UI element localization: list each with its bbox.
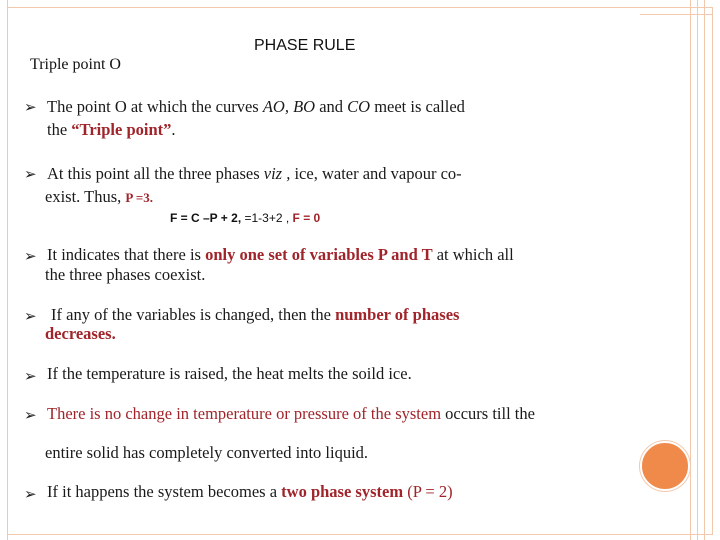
bullet-1-line-2: the “Triple point”. [47, 120, 176, 139]
phase-rule-equation: F = C –P + 2, =1-3+2 , F = 0 [170, 211, 321, 225]
slide-title: PHASE RULE [254, 37, 356, 54]
frame-line-top [640, 14, 713, 15]
bullet-arrow-icon: ➢ [24, 98, 37, 116]
bullet-5-line-1: If the temperature is raised, the heat melts the soild ice. [47, 364, 412, 383]
slide-subtitle: Triple point O [30, 56, 121, 73]
frame-line-right-3 [704, 0, 705, 540]
bullet-6-line-1: There is no change in temperature or pressure of the system occurs till the [47, 404, 535, 423]
bullet-7-line-1: If it happens the system becomes a two phase system (P = 2) [47, 482, 453, 501]
bullet-3-line-2: the three phases coexist. [45, 265, 206, 284]
bullet-2-line-2: exist. Thus, P =3. [45, 187, 154, 206]
frame-line-left [7, 0, 8, 540]
bullet-arrow-icon: ➢ [24, 165, 37, 183]
frame-line-right-2 [697, 0, 698, 540]
bullet-arrow-icon: ➢ [24, 367, 37, 385]
decorative-orange-circle [640, 441, 690, 491]
bullet-1-line-1: The point O at which the curves AO, BO and CO meet is called [47, 97, 465, 116]
bullet-6-line-2: entire solid has completely converted into liquid. [45, 443, 369, 462]
bullet-arrow-icon: ➢ [24, 485, 37, 503]
bullet-3-line-1: It indicates that there is only one set of variables P and T at which all [47, 245, 514, 264]
bullet-arrow-icon: ➢ [24, 406, 37, 424]
bullet-4-line-1: If any of the variables is changed, then the number of phases [51, 305, 460, 324]
bullet-arrow-icon: ➢ [24, 247, 37, 265]
bullet-arrow-icon: ➢ [24, 307, 37, 325]
frame-line-right-1 [690, 0, 691, 540]
bullet-4-line-2: decreases. [45, 324, 116, 343]
bullet-2-line-1: At this point all the three phases viz , ice, water and vapour co- [47, 164, 462, 183]
